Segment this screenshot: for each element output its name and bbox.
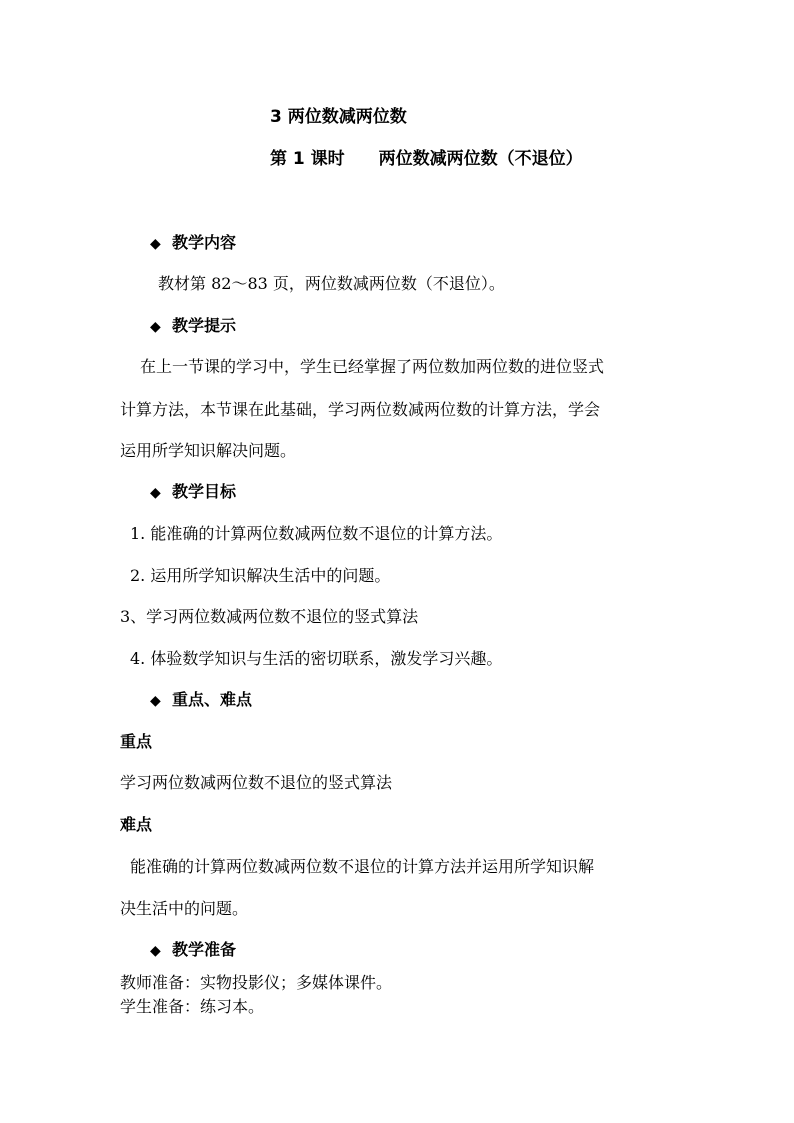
- section-heading-label: 教学目标: [172, 482, 237, 501]
- tips-line: 在上一节课的学习中，学生已经掌握了两位数加两位数的进位竖式: [140, 357, 605, 376]
- section-heading-key-points: [150, 690, 252, 711]
- diamond-bullet-icon: ◆: [150, 943, 161, 959]
- section-heading-label: 教学提示: [172, 316, 237, 335]
- section-heading-goals: [150, 482, 236, 503]
- difficult-point-line: 决生活中的问题。: [120, 899, 249, 918]
- tips-line: 计算方法，本节课在此基础，学习两位数减两位数的计算方法，学会: [120, 400, 601, 419]
- goal-item: 1. 能准确的计算两位数减两位数不退位的计算方法。: [130, 524, 503, 543]
- student-preparation: 学生准备：练习本。: [120, 997, 265, 1016]
- lesson-title: [270, 149, 583, 169]
- lesson-number: 第 1 课时: [270, 149, 345, 169]
- content-text: 教材第 82～83 页，两位数减两位数（不退位）。: [158, 274, 505, 293]
- key-point-text: 学习两位数减两位数不退位的竖式算法: [120, 773, 393, 792]
- key-point-label: 重点: [120, 732, 153, 751]
- section-heading-tips: [150, 316, 236, 337]
- section-heading-content: [150, 233, 236, 254]
- diamond-bullet-icon: ◆: [150, 236, 161, 252]
- section-heading-label: 教学内容: [172, 233, 237, 252]
- teacher-preparation: 教师准备：实物投影仪；多媒体课件。: [120, 973, 393, 992]
- goal-item: 4. 体验数学知识与生活的密切联系，激发学习兴趣。: [130, 649, 503, 668]
- unit-title: 3 两位数减两位数: [270, 107, 407, 127]
- section-heading-label: 教学准备: [172, 940, 237, 959]
- diamond-bullet-icon: ◆: [150, 319, 161, 335]
- goal-item: 2. 运用所学知识解决生活中的问题。: [130, 566, 391, 585]
- difficult-point-line: 能准确的计算两位数减两位数不退位的计算方法并运用所学知识解: [130, 857, 595, 876]
- diamond-bullet-icon: ◆: [150, 485, 161, 501]
- goal-item: 3、学习两位数减两位数不退位的竖式算法: [120, 607, 419, 626]
- lesson-name: 两位数减两位数（不退位）: [378, 149, 583, 169]
- difficult-point-label: 难点: [120, 815, 153, 834]
- section-heading-label: 重点、难点: [172, 690, 253, 709]
- section-heading-preparation: [150, 940, 236, 961]
- tips-line: 运用所学知识解决问题。: [120, 441, 297, 460]
- diamond-bullet-icon: ◆: [150, 693, 161, 709]
